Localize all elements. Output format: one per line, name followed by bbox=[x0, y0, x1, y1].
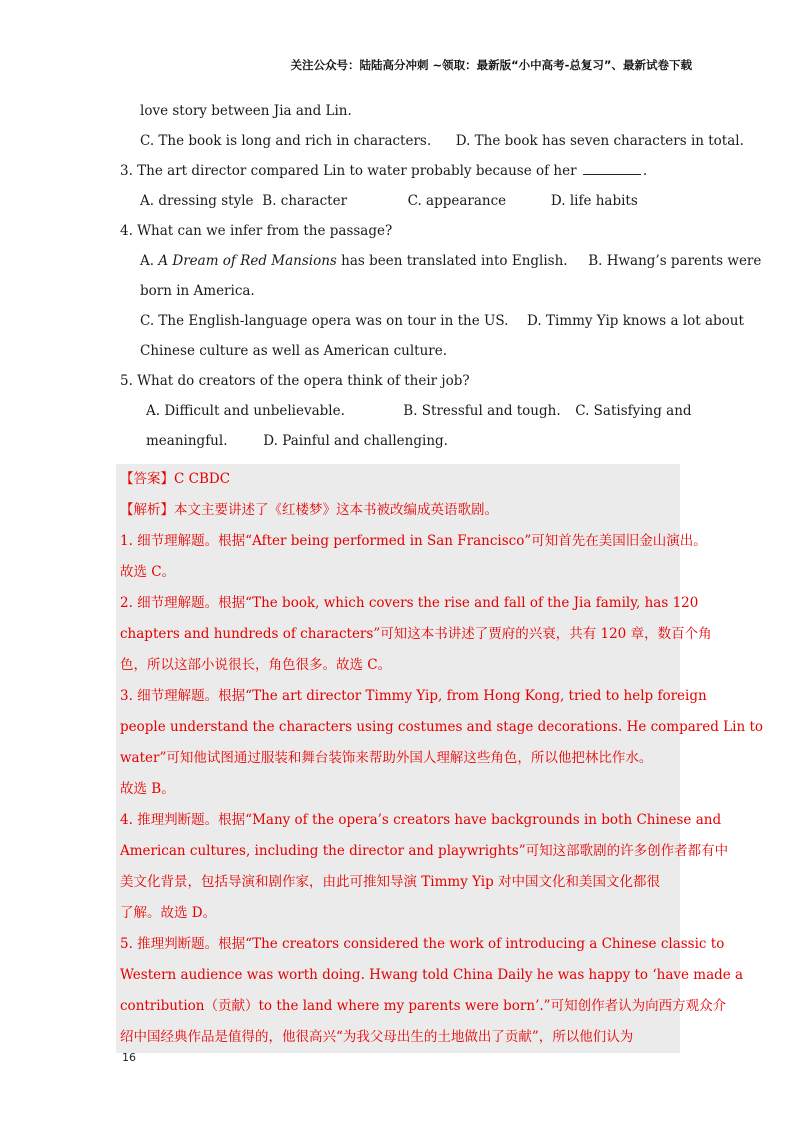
q3-stem bbox=[120, 156, 680, 186]
analysis-line: 美文化背景，包括导演和剧作家，由此可推知导演 Timmy Yip 对中国文化和美国文化都很 bbox=[120, 874, 661, 890]
analysis-line: people understand the characters using costumes and stage decorations. He compared Lin to bbox=[120, 719, 763, 735]
analysis-line: 3. 细节理解题。根据“The art director Timmy Yip, from Hong Kong, tried to help foreign bbox=[120, 688, 707, 704]
q4-option-b-cont: born in America. bbox=[140, 283, 255, 299]
q4-option-d: D. Timmy Yip knows a lot about bbox=[527, 313, 744, 329]
q5-option-a: A. Difficult and unbelievable. bbox=[146, 403, 345, 419]
q5-options-abc bbox=[120, 396, 692, 426]
analysis-line: contribution（贡献）to the land where my parents were born’.”可知创作者认为向西方观众介 bbox=[120, 998, 727, 1014]
q2-option-d: D. The book has seven characters in total. bbox=[455, 133, 744, 149]
analysis-line: 色，所以这部小说很长，角色很多。故选 C。 bbox=[120, 657, 392, 673]
answer-section bbox=[116, 464, 763, 1053]
q2-option-c: C. The book is long and rich in characters. bbox=[140, 133, 432, 149]
analysis-line: 了解。故选 D。 bbox=[120, 905, 217, 921]
analysis-line: Western audience was worth doing. Hwang told China Daily he was happy to ‘have made a bbox=[120, 967, 744, 983]
analysis-line: 2. 细节理解题。根据“The book, which covers the rise and fall of the Jia family, has 120 bbox=[120, 595, 699, 611]
q5-option-c: C. Satisfying and bbox=[575, 403, 692, 419]
q3-stem-text: 3. The art director compared Lin to water probably because of her bbox=[120, 163, 577, 179]
q3-option-b: B. character bbox=[262, 193, 348, 209]
analysis-line: chapters and hundreds of characters”可知这本书讲述了贾府的兴衰，共有 120 章，数百个角 bbox=[120, 626, 712, 642]
q3-options bbox=[120, 186, 680, 216]
q4-option-b: B. Hwang’s parents were bbox=[588, 253, 762, 269]
analysis-line: 故选 B。 bbox=[120, 781, 175, 797]
q5-option-c-cont: meaningful. bbox=[146, 433, 228, 449]
q3-option-a: A. dressing style bbox=[140, 193, 254, 209]
analysis-line: American cultures, including the director and playwrights”可知这部歌剧的许多创作者都有中 bbox=[120, 843, 729, 859]
q4-option-d-cont: Chinese culture as well as American culture. bbox=[140, 343, 447, 359]
analysis-lines bbox=[120, 526, 763, 1053]
analysis-line: 1. 细节理解题。根据“After being performed in San Francisco”可知首先在美国旧金山演出。 bbox=[120, 533, 707, 549]
analysis-summary: 【解析】本文主要讲述了《红楼梦》这本书被改编成英语歌剧。 bbox=[120, 502, 498, 518]
page-number: 16 bbox=[122, 1051, 136, 1064]
q4-option-a-label: A. bbox=[140, 253, 155, 269]
q4-book-title: A Dream of Red Mansions bbox=[158, 253, 337, 269]
q4-option-c: C. The English-language opera was on tour in the US. bbox=[140, 313, 509, 329]
q4-options-ab bbox=[120, 246, 762, 276]
q4-options-cd bbox=[120, 306, 744, 336]
analysis-line: 5. 推理判断题。根据“The creators considered the work of introducing a Chinese classic to bbox=[120, 936, 725, 952]
analysis-line: water”可知他试图通过服装和舞台装饰来帮助外国人理解这些角色，所以他把林比作水。 bbox=[120, 750, 653, 766]
q2-continuation: love story between Jia and Lin. bbox=[140, 103, 352, 119]
page-header: 关注公众号：陆陆高分冲刺 ~领取：最新版“小中高考-总复习”、最新试卷下载 bbox=[290, 58, 692, 72]
answer-blank bbox=[583, 162, 641, 175]
q4-option-a-text: has been translated into English. bbox=[341, 253, 568, 269]
q3-option-d: D. life habits bbox=[550, 193, 638, 209]
answer-key: 【答案】C CBDC bbox=[120, 471, 231, 487]
q5-option-b: B. Stressful and tough. bbox=[403, 403, 561, 419]
q2-options-cd bbox=[120, 126, 744, 156]
q5-stem: 5. What do creators of the opera think of their job? bbox=[120, 373, 470, 389]
page-content bbox=[120, 96, 763, 1053]
q5-option-d: D. Painful and challenging. bbox=[263, 433, 448, 449]
analysis-line: 绍中国经典作品是值得的，他很高兴“为我父母出生的土地做出了贡献”，所以他们认为 bbox=[120, 1029, 634, 1045]
analysis-line: 故选 C。 bbox=[120, 564, 176, 580]
q3-stem-end: . bbox=[642, 163, 648, 179]
q4-stem: 4. What can we infer from the passage? bbox=[120, 223, 393, 239]
q3-option-c: C. appearance bbox=[407, 193, 507, 209]
q5-options-cont bbox=[120, 426, 680, 456]
analysis-line: 4. 推理判断题。根据“Many of the opera’s creators have backgrounds in both Chinese and bbox=[120, 812, 722, 828]
